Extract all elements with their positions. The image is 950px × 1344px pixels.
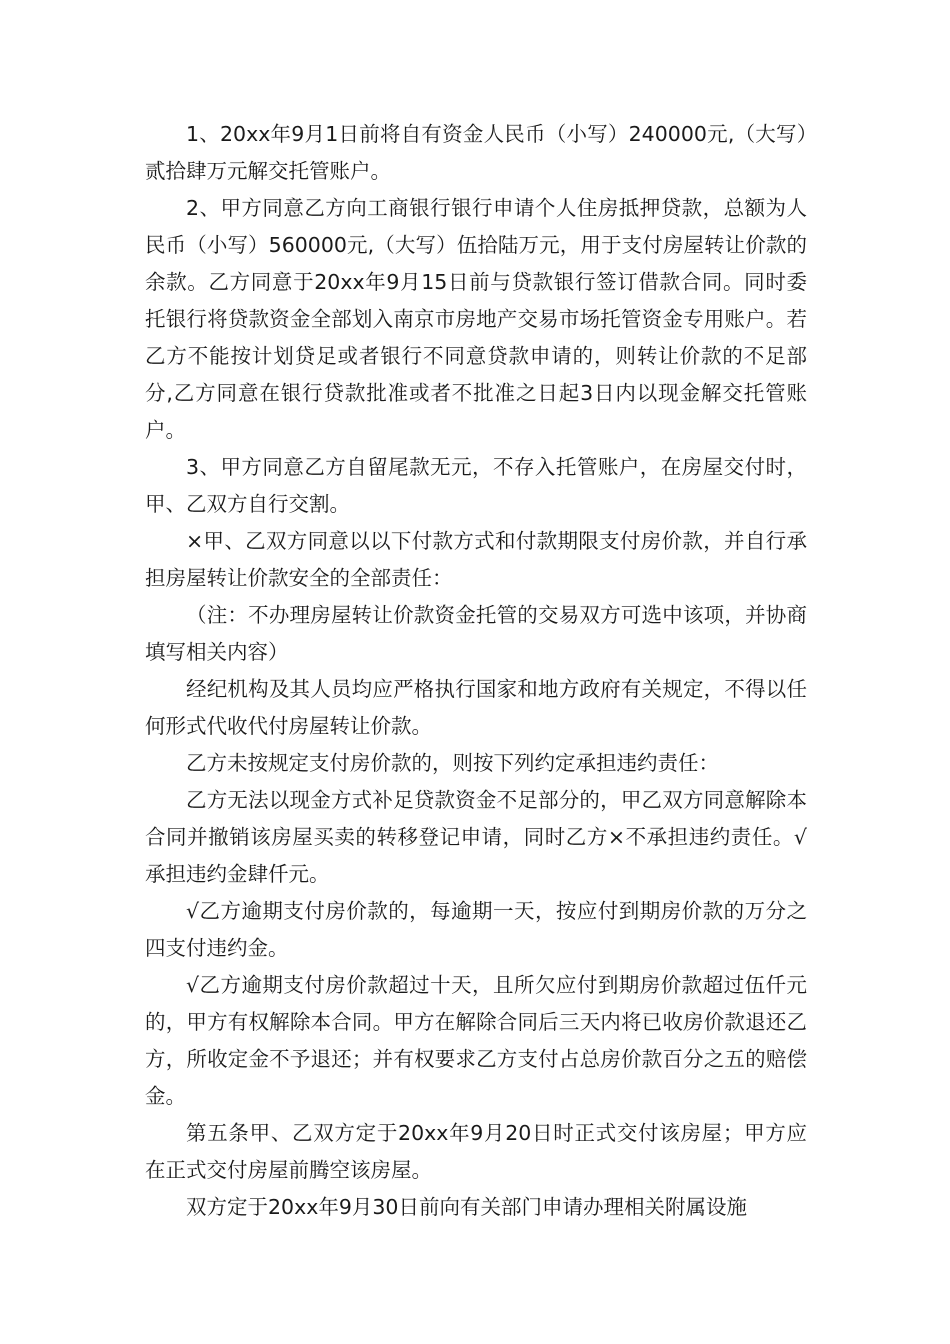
paragraph-7: 乙方未按规定支付房价款的，则按下列约定承担违约责任： [186, 751, 719, 775]
paragraph-2: 2、甲方同意乙方向工商银行银行申请个人住房抵押贷款，总额为人民币（小写）560000元,（大写）伍拾陆万元，用于支付房屋转让价款的余款。乙方同意于20xx年9月15日前与贷款银行签订借款合同。同时委托银行将贷款资金全部划入南京市房地产交易市场托管资金专用账户。若乙方不能按计划贷足或者银行不同意贷款申请的，则转让价款的不足部分,乙方同意在银行贷款批准或者不批准之日起3日内以现金解交托管账户。 [145, 196, 807, 442]
paragraph-5: （注：不办理房屋转让价款资金托管的交易双方可选中该项，并协商填写相关内容） [145, 603, 807, 664]
paragraph-10: √乙方逾期支付房价款超过十天，且所欠应付到期房价款超过伍仟元的，甲方有权解除本合同。甲方在解除合同后三天内将已收房价款退还乙方，所收定金不予退还；并有权要求乙方支付占总房价款百分之五的赔偿金。 [145, 973, 807, 1108]
paragraph-8: 乙方无法以现金方式补足贷款资金不足部分的，甲乙双方同意解除本合同并撤销该房屋买卖的转移登记申请，同时乙方×不承担违约责任。√承担违约金肆仟元。 [145, 788, 807, 886]
paragraph-4: ×甲、乙双方同意以以下付款方式和付款期限支付房价款，并自行承担房屋转让价款安全的全部责任： [145, 529, 807, 590]
paragraph-1: 1、20xx年9月1日前将自有资金人民币（小写）240000元,（大写）贰拾肆万元解交托管账户。 [145, 122, 807, 183]
paragraph-6: 经纪机构及其人员均应严格执行国家和地方政府有关规定，不得以任何形式代收代付房屋转让价款。 [145, 677, 807, 738]
contract-body [145, 116, 807, 1226]
paragraph-9: √乙方逾期支付房价款的，每逾期一天，按应付到期房价款的万分之四支付违约金。 [145, 899, 807, 960]
paragraph-11: 第五条甲、乙双方定于20xx年9月20日时正式交付该房屋；甲方应在正式交付房屋前腾空该房屋。 [145, 1121, 807, 1182]
paragraph-3: 3、甲方同意乙方自留尾款无元，不存入托管账户，在房屋交付时，甲、乙双方自行交割。 [145, 455, 807, 516]
paragraph-12: 双方定于20xx年9月30日前向有关部门申请办理相关附属设施 [186, 1195, 747, 1219]
